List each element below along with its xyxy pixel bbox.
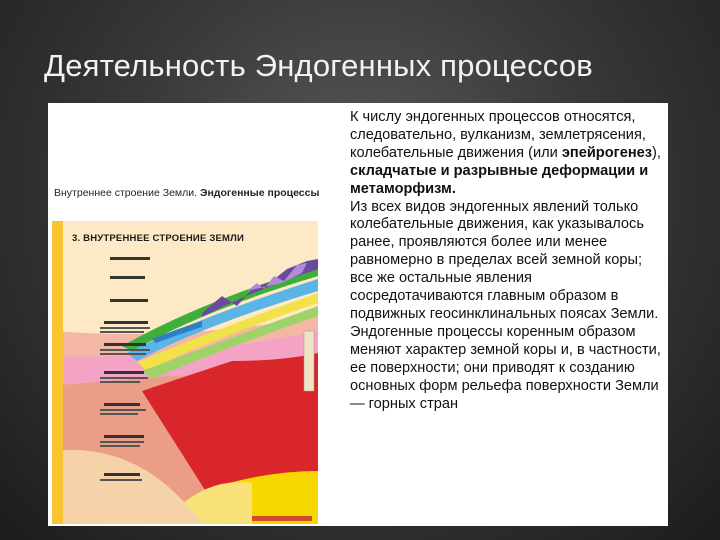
caption-regular: Внутреннее строение Земли.: [54, 187, 200, 199]
earth-cross-section-graphic: [52, 221, 318, 524]
content-area: [48, 103, 668, 526]
text-paren-close: ),: [652, 144, 661, 161]
text-deformations: складчатые и разрывные деформации и метаморфизм.: [350, 162, 649, 197]
text-epeirogenesis: эпейрогенез: [561, 144, 652, 161]
earth-structure-illustration: [52, 221, 318, 524]
slide-title: Деятельность Эндогенных процессов: [44, 48, 593, 83]
caption-bold: Эндогенные процессы: [199, 187, 320, 199]
figure-caption: [54, 187, 324, 200]
text-paragraph-2: Из всех видов эндогенных явлений только колебательные движения, как указывалось ранее, проявляются более или менее равномерно в пределах всей земной коры; все же остальные явления сосредотачиваются главным образом в подвижных геосинклинальных поясах Земли. Эндогенные процессы коренным образом меняют характер земной коры и, в частности, ее поверхности; они приводят к созданию основных форм рельефа поверхности Земли — горных стран: [350, 198, 661, 412]
figure-panel: [48, 103, 348, 526]
text-intro: К числу эндогенных процессов относятся, следовательно, вулканизм, землетрясения, колебательные движения (или: [350, 109, 646, 161]
body-text: [350, 109, 664, 413]
plate-heading: 3. ВНУТРЕННЕЕ СТРОЕНИЕ ЗЕМЛИ: [72, 233, 245, 244]
